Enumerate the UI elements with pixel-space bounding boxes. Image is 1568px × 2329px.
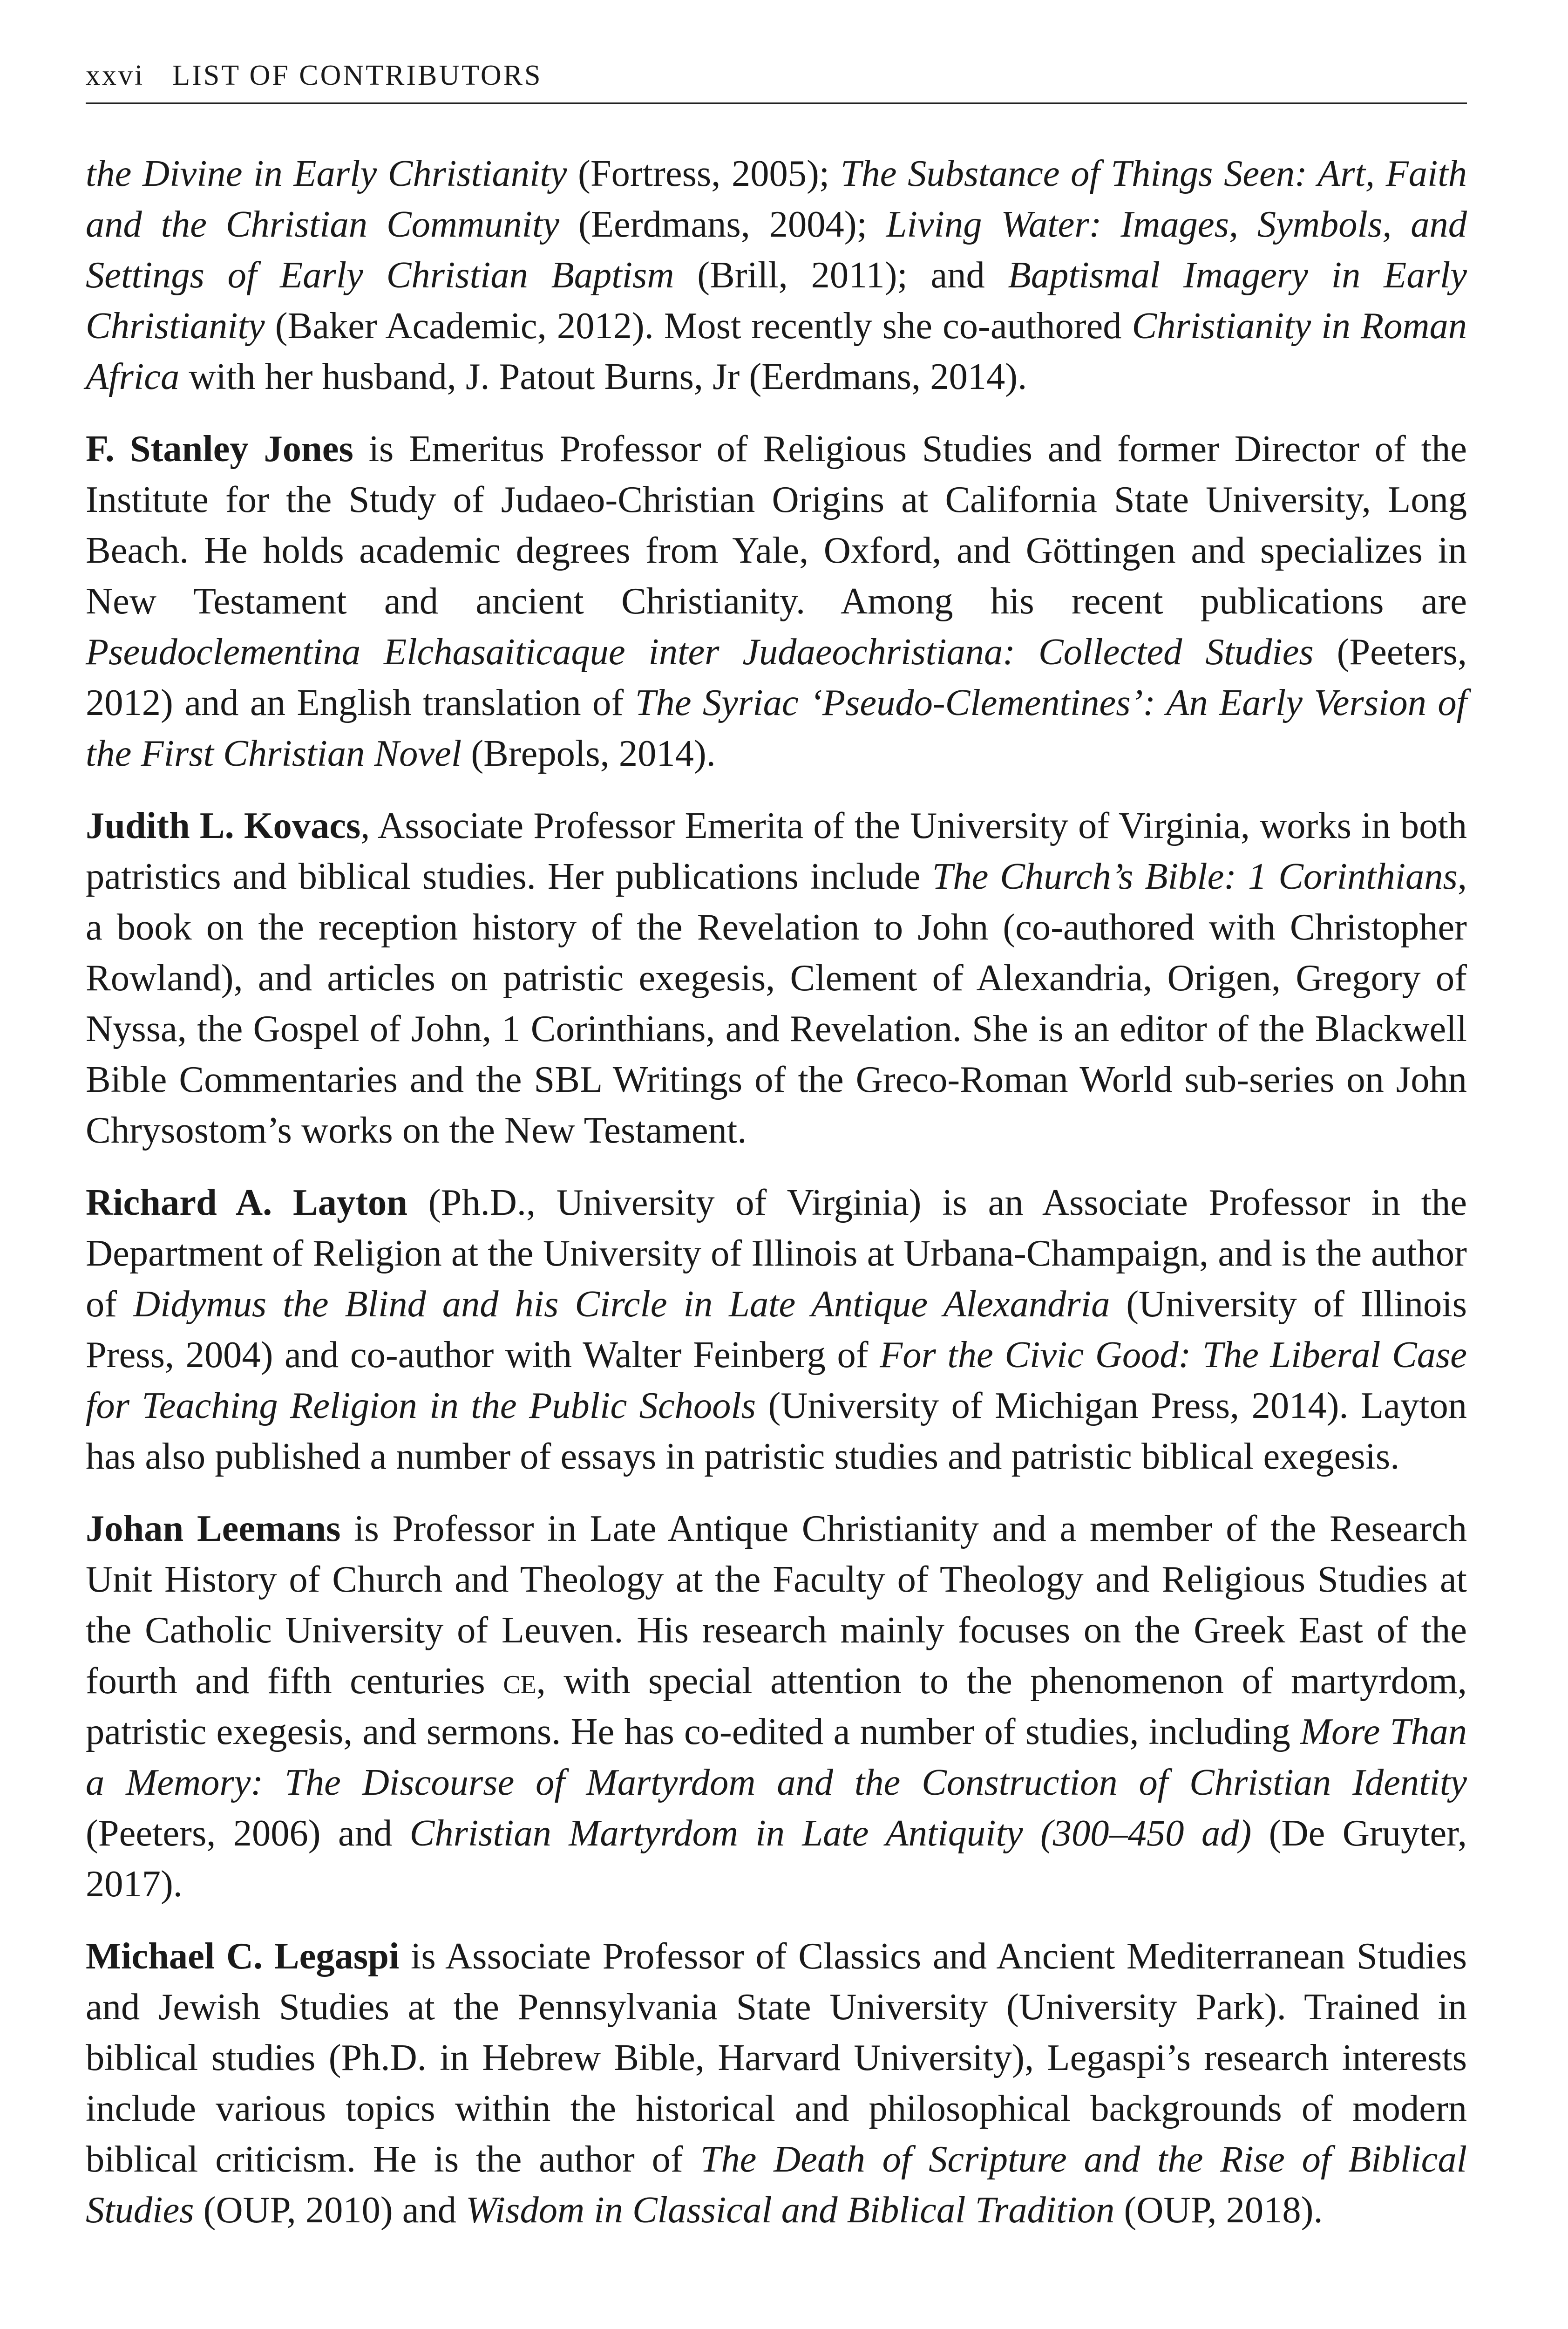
text-run: (Brepols, 2014).	[462, 733, 716, 774]
entry-legaspi	[86, 1931, 1467, 2235]
work-title: The Syriac ‘Pseudo-Clementines’: An Early Version of the First Christian Novel	[86, 682, 1467, 774]
text-run: (De Gruyter, 2017).	[86, 1812, 1467, 1905]
header-rule	[86, 102, 1467, 104]
work-title: The Church’s Bible: 1 Corinthians	[932, 856, 1458, 897]
text-run: , a book on the reception history of the Revelation to John (co-authored with Christopher Rowland), and articles on patristic exegesis, Clement of Alexandria, Origen, Gregory of Nyssa, the Gospel of John, 1 Corinthians, and Revelation. She is an editor of the Blackwell Bible Commentaries and the SBL Writings of the Greco-Roman World sub-series on John Chrysostom’s works on the New Testament.	[86, 856, 1467, 1151]
contributor-name: F. Stanley Jones	[86, 428, 353, 470]
text-run: with her husband, J. Patout Burns, Jr (Eerdmans, 2014).	[179, 356, 1027, 397]
work-title: Living Water: Images, Symbols, and Settings of Early Christian Baptism	[86, 204, 1467, 296]
text-run: is Professor in Late Antique Christianity and a member of the Research Unit History of Church and Theology at the Faculty of Theology and Religious Studies at the Catholic University of Leuven. His research mainly focuses on the Greek East of the fourth and fifth centuries	[86, 1508, 1467, 1702]
entry-jones	[86, 423, 1467, 779]
work-title: For the Civic Good: The Liberal Case for Teaching Religion in the Public Schools	[86, 1334, 1467, 1426]
contributor-name: Richard A. Layton	[86, 1182, 408, 1223]
running-title: LIST OF CONTRIBUTORS	[172, 60, 543, 91]
text-run: , Associate Professor Emerita of the University of Virginia, works in both patristics and biblical studies. Her publications include	[86, 805, 1467, 897]
text-run: (Peeters, 2006) and	[86, 1812, 410, 1854]
work-title: More Than a Memory: The Discourse of Martyrdom and the Construction of Christian Identity	[86, 1711, 1467, 1803]
work-title: Didymus the Blind and his Circle in Late Antique Alexandria	[133, 1283, 1110, 1325]
text-run: , with special attention to the phenomenon of martyrdom, patristic exegesis, and sermons. He has co-edited a number of studies, including	[86, 1660, 1467, 1752]
entry-leemans	[86, 1503, 1467, 1909]
work-title: Baptismal Imagery in Early Christianity	[86, 254, 1467, 347]
work-title: Christian Martyrdom in Late Antiquity (300–450 ad)	[409, 1812, 1252, 1854]
text-run: (University of Michigan Press, 2014). Layton has also published a number of essays in patristic studies and patristic biblical exegesis.	[86, 1385, 1467, 1477]
page-number: xxvi	[86, 60, 145, 91]
era-abbreviation: ce	[503, 1660, 536, 1702]
text-run: (Peeters, 2012) and an English translation of	[86, 631, 1467, 723]
text-run: (OUP, 2010) and	[194, 2189, 466, 2231]
entry-layton	[86, 1177, 1467, 1482]
text-run: (OUP, 2018).	[1114, 2189, 1323, 2231]
work-title: Christianity in Roman Africa	[86, 305, 1467, 397]
work-title: Wisdom in Classical and Biblical Tradition	[466, 2189, 1115, 2231]
text-run: (Fortress, 2005);	[567, 153, 841, 194]
work-title: The Substance of Things Seen: Art, Faith and the Christian Community	[86, 153, 1467, 245]
work-title: the Divine in Early Christianity	[86, 153, 567, 194]
entry-continued	[86, 148, 1467, 402]
contributors-list	[86, 148, 1467, 2257]
contributor-name: Judith L. Kovacs	[86, 805, 361, 846]
text-run: (Ph.D., University of Virginia) is an Associate Professor in the Department of Religion at the University of Illinois at Urbana-Champaign, and is the author of	[86, 1182, 1467, 1325]
text-run: is Emeritus Professor of Religious Studies and former Director of the Institute for the Study of Judaeo-Christian Origins at California State University, Long Beach. He holds academic degrees from Yale, Oxford, and Göttingen and specializes in New Testament and ancient Christianity. Among his recent publications are	[86, 428, 1467, 622]
text-run: (Brill, 2011); and	[674, 254, 1008, 296]
running-head	[86, 52, 1467, 99]
entry-kovacs	[86, 800, 1467, 1156]
text-run: (Eerdmans, 2004);	[559, 204, 886, 245]
work-title: The Death of Scripture and the Rise of Biblical Studies	[86, 2138, 1467, 2231]
work-title: Pseudoclementina Elchasaiticaque inter Judaeochristiana: Collected Studies	[86, 631, 1314, 673]
book-page	[86, 0, 1467, 2329]
contributor-name: Johan Leemans	[86, 1508, 341, 1549]
text-run: (University of Illinois Press, 2004) and co-author with Walter Feinberg of	[86, 1283, 1467, 1376]
contributor-name: Michael C. Legaspi	[86, 1935, 400, 1977]
text-run: (Baker Academic, 2012). Most recently she co-authored	[265, 305, 1132, 347]
text-run: is Associate Professor of Classics and Ancient Mediterranean Studies and Jewish Studies at the Pennsylvania State University (University Park). Trained in biblical studies (Ph.D. in Hebrew Bible, Harvard University), Legaspi’s research interests include various topics within the historical and philosophical backgrounds of modern biblical criticism. He is the author of	[86, 1935, 1467, 2180]
